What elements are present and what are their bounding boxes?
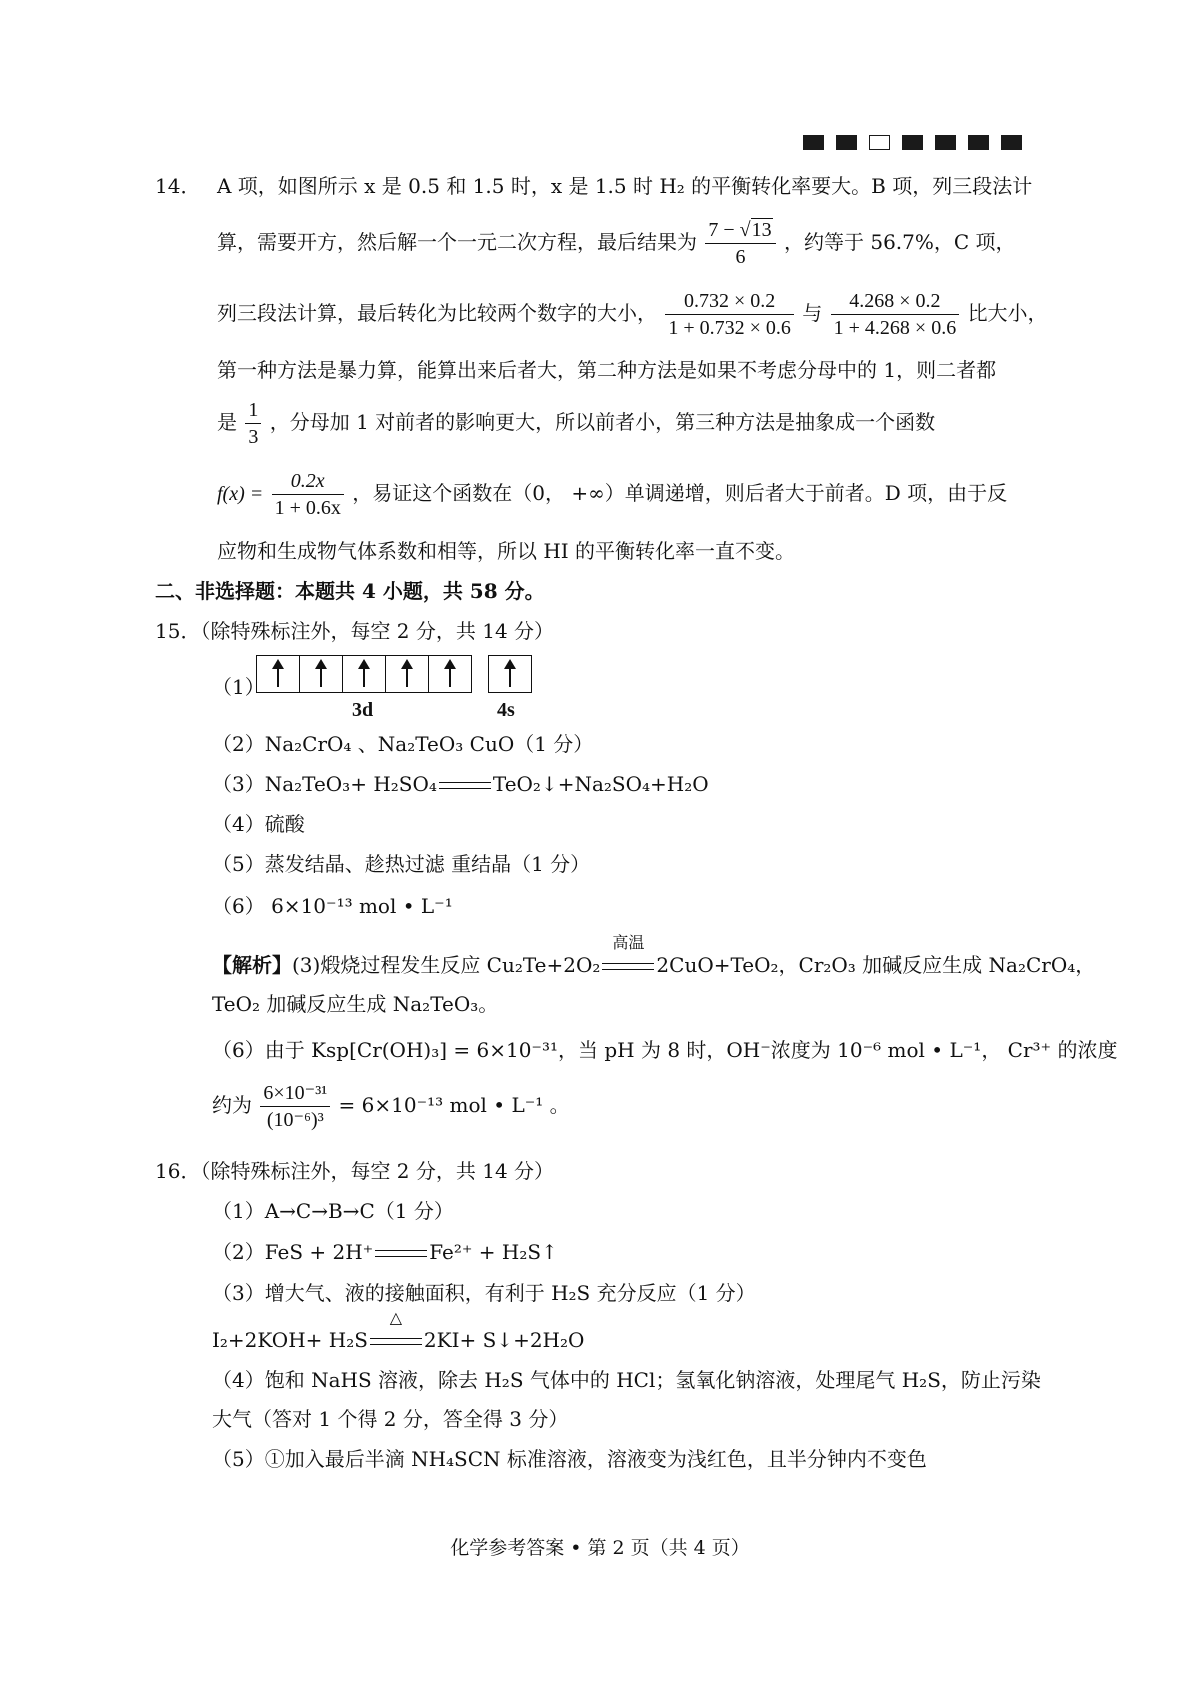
marker-box	[1001, 135, 1022, 150]
fraction-0732: $\frac{0.732 \times 0.2}{1 + 0.732 \times 0.6}$	[665, 290, 794, 339]
q15-answer-5: （5）蒸发结晶、趁热过滤 重结晶（1 分）	[212, 852, 591, 876]
q16-answer-4-line-1: （4）饱和 NaHS 溶液，除去 H₂S 气体中的 HCl；氢氧化钠溶液，处理尾气 H₂S，防止污染	[212, 1368, 1041, 1392]
up-arrow-icon	[406, 661, 408, 687]
reaction-condition: 高温	[600, 951, 656, 979]
fraction-concentration: $\frac{\text{6×10⁻³¹}}{\text{(10⁻⁶)³}}$	[260, 1082, 330, 1131]
orbital-3d-label: 3d	[352, 699, 374, 721]
q14-line-5: 是 $\frac{1}{3}$ ，分母加 1 对前者的影响更大，所以前者小，第三种方法是抽象成一个函数	[217, 399, 936, 448]
up-arrow-icon	[277, 661, 279, 687]
fraction-function: $\frac{0.2x}{1 + 0.6x}$	[272, 470, 344, 519]
fraction-one-third: $\frac{1}{3}$	[245, 399, 261, 448]
q15-answer-4: （4）硫酸	[212, 812, 305, 836]
up-arrow-icon	[320, 661, 322, 687]
up-arrow-icon	[509, 661, 511, 687]
q14-line-7: 应物和生成物气体系数和相等，所以 HI 的平衡转化率一直不变。	[217, 539, 796, 563]
q16-answer-5: （5）①加入最后半滴 NH₄SCN 标准溶液，溶液变为浅红色，且半分钟内不变色	[212, 1447, 927, 1471]
q16-answer-3-equation: I₂+2KOH+ H₂S △ 2KI+ S↓+2H₂O	[212, 1308, 585, 1352]
q15-answer-1-label: （1）	[212, 675, 265, 699]
q14-line-4: 第一种方法是暴力算，能算出来后者大，第二种方法是如果不考虑分母中的 1，则二者都	[217, 358, 997, 382]
q14-line-6: f(x) = $\frac{0.2x}{1 + 0.6x}$ ，易证这个函数在（0， +∞）单调递增，则后者大于前者。D 项，由于反	[217, 470, 1008, 519]
q16-answer-4-line-2: 大气（答对 1 个得 2 分，答全得 3 分）	[212, 1407, 569, 1431]
page-footer: 化学参考答案 • 第 2 页（共 4 页）	[450, 1537, 750, 1559]
q16-answer-2: （2）FeS + 2H⁺ Fe²⁺ + H₂S↑	[212, 1240, 558, 1264]
marker-box	[803, 135, 824, 150]
marker-box	[902, 135, 923, 150]
q16-heading: 16．（除特殊标注外，每空 2 分，共 14 分）	[155, 1159, 555, 1183]
q14-line-3: 列三段法计算，最后转化为比较两个数字的大小， $\frac{0.732 \times 0.2}{1 + 0.732 \times 0.6}$ 与 $\frac{4.268 \times 0.2}{1 + 4.268 \times 0.6}$ 比大小，	[217, 290, 1048, 339]
fraction-7-sqrt13-over-6: $\frac{7 - √13}{6}$	[705, 219, 775, 268]
equals-sign-icon	[602, 963, 654, 970]
q15-answer-3: （3）Na₂TeO₃+ H₂SO₄ TeO₂↓+Na₂SO₄+H₂O	[212, 772, 709, 796]
q15-heading: 15．（除特殊标注外，每空 2 分，共 14 分）	[155, 619, 555, 643]
equals-sign-icon	[439, 782, 491, 789]
orbital-3d	[256, 655, 472, 693]
q15-analysis-line-2: TeO₂ 加碱反应生成 Na₂TeO₃。	[212, 992, 499, 1016]
q14-number: 14．	[155, 174, 201, 198]
q14-line-2	[217, 212, 1016, 272]
marker-box	[968, 135, 989, 150]
equals-sign-icon	[375, 1250, 427, 1257]
fraction-4268: $\frac{4.268 \times 0.2}{1 + 4.268 \times 0.6}$	[831, 290, 960, 339]
q15-analysis-line-3: （6）由于 Ksp[Cr(OH)₃] = 6×10⁻³¹，当 pH 为 8 时，OH⁻浓度为 10⁻⁶ mol • L⁻¹， Cr³⁺ 的浓度	[212, 1038, 1118, 1062]
q15-answer-6: （6） 6×10⁻¹³ mol • L⁻¹	[212, 894, 453, 918]
marker-box	[836, 135, 857, 150]
q16-answer-3: （3）增大气、液的接触面积，有利于 H₂S 充分反应（1 分）	[212, 1281, 756, 1305]
q15-analysis-line-1: 【解析】(3)煅烧过程发生反应 Cu₂Te+2O₂ 高温 2CuO+TeO₂，Cr₂O₃ 加碱反应生成 Na₂CrO₄，	[212, 933, 1096, 977]
marker-box-empty	[869, 135, 890, 150]
orbital-4s-label: 4s	[497, 699, 515, 721]
q14-line-2b: ，约等于 56.7%，C 项，	[783, 230, 1016, 254]
q14-line-2a: 算，需要开方，然后解一个一元二次方程，最后结果为	[217, 230, 697, 254]
up-arrow-icon	[363, 661, 365, 687]
marker-box	[935, 135, 956, 150]
q15-answer-2: （2）Na₂CrO₄ 、Na₂TeO₃ CuO（1 分）	[212, 732, 594, 756]
q16-answer-1: （1）A→C→B→C（1 分）	[212, 1199, 454, 1223]
header-marker	[803, 135, 1034, 150]
up-arrow-icon	[449, 661, 451, 687]
q14-line-1: A 项，如图所示 x 是 0.5 和 1.5 时，x 是 1.5 时 H₂ 的平衡转化率要大。B 项，列三段法计	[217, 174, 1033, 198]
section-2-heading: 二、非选择题：本题共 4 小题，共 58 分。	[155, 579, 545, 603]
reaction-condition: △	[368, 1326, 424, 1354]
equals-sign-icon	[370, 1338, 422, 1345]
q15-analysis-line-4: 约为 $\frac{\text{6×10⁻³¹}}{\text{(10⁻⁶)³}}$ = 6×10⁻¹³ mol • L⁻¹ 。	[212, 1082, 570, 1131]
orbital-4s	[488, 655, 532, 693]
